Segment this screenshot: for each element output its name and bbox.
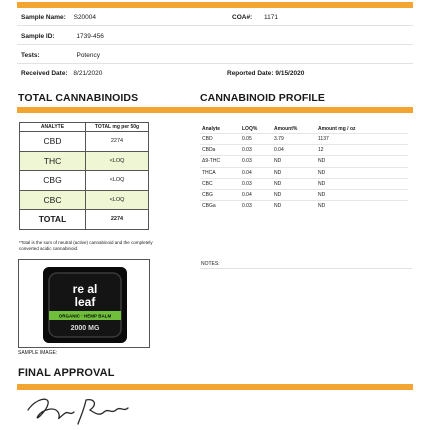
reported-date-value: 9/15/2020 bbox=[275, 70, 305, 77]
table-cell: CBC bbox=[200, 178, 240, 189]
divider bbox=[17, 25, 413, 26]
sample-id-value: 1739-456 bbox=[76, 33, 104, 40]
strength-text: 2000 MG bbox=[70, 325, 100, 332]
final-approval-title: FINAL APPROVAL bbox=[18, 367, 115, 379]
received-date-field bbox=[21, 70, 102, 77]
analyte-cell: THC bbox=[20, 151, 86, 171]
table-cell: ND bbox=[316, 178, 408, 189]
column-header: TOTAL mg per 50g bbox=[86, 123, 149, 132]
table-cell: 0.03 bbox=[240, 145, 272, 156]
table-row bbox=[20, 171, 149, 191]
coa-value: 1171 bbox=[264, 14, 279, 21]
total-cannabinoids-table bbox=[19, 122, 149, 230]
table-cell: 3.79 bbox=[272, 134, 316, 145]
reported-date-field bbox=[227, 70, 304, 77]
table-row bbox=[20, 151, 149, 171]
table-cell: 0.05 bbox=[240, 134, 272, 145]
table-cell: 0.03 bbox=[240, 156, 272, 167]
table-cell: Δ9-THC bbox=[200, 156, 240, 167]
table-header-row bbox=[200, 124, 408, 134]
table-cell: ND bbox=[272, 201, 316, 212]
column-header: ANALYTE bbox=[20, 123, 86, 132]
analyte-cell: CBD bbox=[20, 132, 86, 152]
table-cell: ND bbox=[272, 178, 316, 189]
total-cannabinoids-title: TOTAL CANNABINOIDS bbox=[18, 92, 139, 104]
product-tin-graphic bbox=[43, 267, 127, 343]
cannabinoid-profile-title: CANNABINOID PROFILE bbox=[200, 92, 325, 104]
table-row bbox=[200, 189, 408, 200]
coa-field bbox=[232, 14, 278, 21]
band-text: ORGANIC · HEMP BALM bbox=[58, 313, 112, 319]
table-cell: ND bbox=[272, 189, 316, 200]
brand-line-2: leaf bbox=[74, 295, 96, 309]
notes-label: NOTES: bbox=[201, 261, 220, 267]
sample-id-field bbox=[21, 33, 104, 40]
divider bbox=[17, 44, 413, 45]
notes-divider bbox=[200, 268, 412, 269]
cannabinoid-profile-table bbox=[200, 124, 408, 211]
table-row bbox=[200, 167, 408, 178]
table-row bbox=[200, 134, 408, 145]
table-cell: 0.04 bbox=[240, 189, 272, 200]
sample-id-label: Sample ID: bbox=[21, 33, 55, 40]
received-date-value: 8/21/2020 bbox=[73, 70, 103, 77]
table-cell: CBG bbox=[200, 189, 240, 200]
received-date-label: Received Date: bbox=[21, 70, 68, 77]
tests-value: Potency bbox=[76, 52, 100, 59]
column-header: Amount% bbox=[274, 125, 298, 132]
table-cell: ND bbox=[316, 156, 408, 167]
tests-field bbox=[21, 52, 100, 59]
table-cell: ND bbox=[316, 189, 408, 200]
signature-image bbox=[24, 392, 144, 428]
sample-name-value: S20004 bbox=[73, 14, 97, 21]
table-row bbox=[20, 132, 149, 152]
column-header: Analyte bbox=[202, 125, 221, 132]
table-cell: CBD bbox=[200, 134, 240, 145]
approval-accent-bar bbox=[17, 384, 413, 390]
section-accent-bar bbox=[17, 107, 413, 113]
table-cell: 12 bbox=[316, 145, 408, 156]
sample-image-label: SAMPLE IMAGE: bbox=[18, 350, 58, 356]
product-tin bbox=[43, 267, 127, 343]
sample-name-label: Sample Name: bbox=[21, 14, 66, 21]
table-row bbox=[200, 201, 408, 212]
table-cell: ND bbox=[272, 156, 316, 167]
table-cell: ND bbox=[272, 167, 316, 178]
table-row bbox=[200, 156, 408, 167]
top-accent-bar bbox=[17, 2, 413, 8]
table-row bbox=[200, 178, 408, 189]
analyte-cell: CBC bbox=[20, 190, 86, 210]
table-cell: CBGa bbox=[200, 201, 240, 212]
column-header: Amount mg / oz bbox=[318, 125, 356, 132]
table-cell: 0.03 bbox=[240, 201, 272, 212]
table-row bbox=[20, 190, 149, 210]
value-cell: <LOQ bbox=[86, 190, 149, 210]
table-cell: THCA bbox=[200, 167, 240, 178]
table-cell: 0.03 bbox=[240, 178, 272, 189]
table-row bbox=[200, 145, 408, 156]
table-cell: 0.04 bbox=[272, 145, 316, 156]
analyte-cell: CBG bbox=[20, 171, 86, 191]
table-cell: 0.04 bbox=[240, 167, 272, 178]
sample-image bbox=[18, 259, 150, 348]
table-cell: 1137 bbox=[316, 134, 408, 145]
value-cell: <LOQ bbox=[86, 171, 149, 191]
coa-label: COA#: bbox=[232, 14, 253, 21]
table-cell: CBDa bbox=[200, 145, 240, 156]
table-cell: ND bbox=[316, 201, 408, 212]
brand-line-1: re al bbox=[72, 282, 98, 296]
reported-date-label: Reported Date: bbox=[227, 70, 274, 77]
total-label-cell: TOTAL bbox=[20, 210, 86, 230]
value-cell: 2274 bbox=[86, 132, 149, 152]
divider bbox=[17, 63, 413, 64]
sample-name-field bbox=[21, 14, 96, 21]
column-header: LOQ% bbox=[242, 125, 258, 132]
total-footnote: *Total is the sum of neutral (active) cannabinoid and the completely converted acidic cannabinoid. bbox=[19, 240, 153, 251]
table-cell: ND bbox=[316, 167, 408, 178]
table-header-row bbox=[20, 123, 149, 132]
value-cell: <LOQ bbox=[86, 151, 149, 171]
total-value-cell: 2274 bbox=[86, 210, 149, 230]
tests-label: Tests: bbox=[21, 52, 40, 59]
total-row bbox=[20, 210, 149, 230]
